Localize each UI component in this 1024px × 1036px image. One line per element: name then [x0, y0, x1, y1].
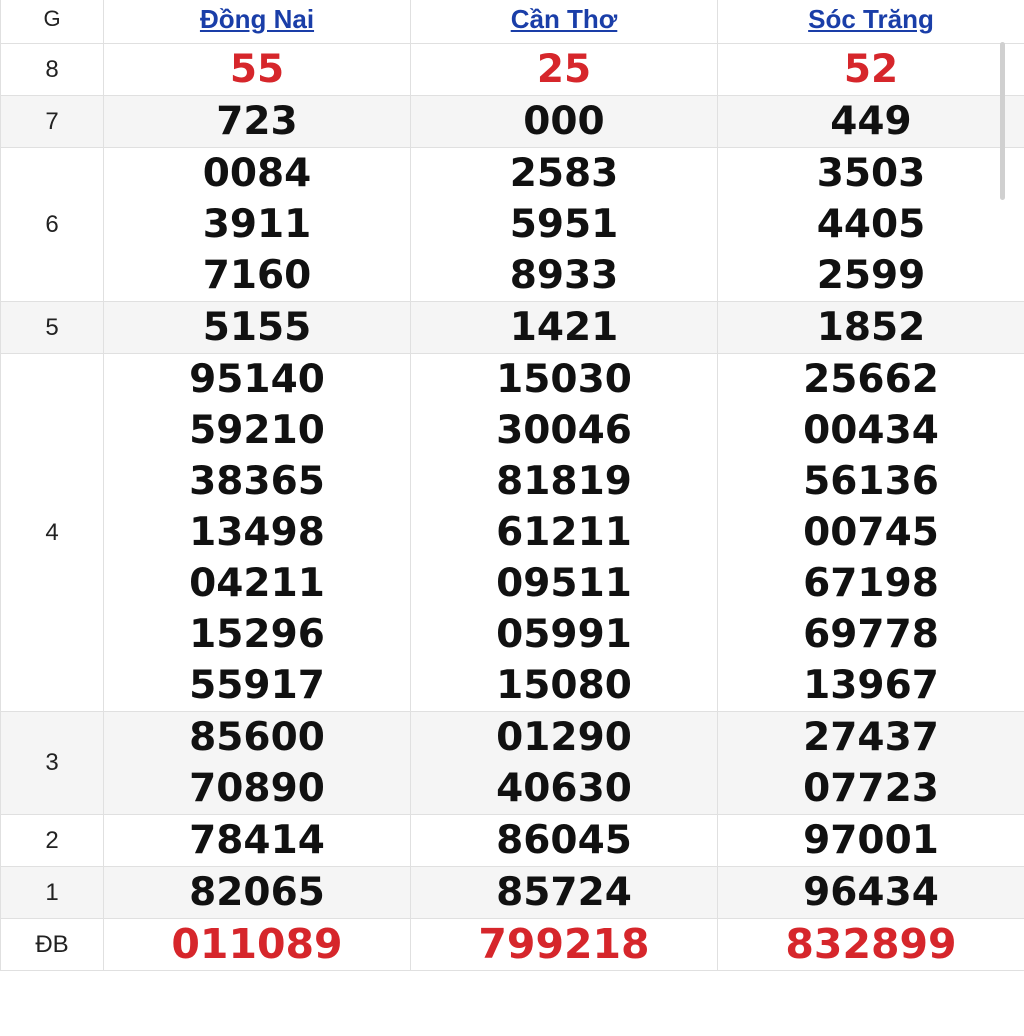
result-cell-soc-trang	[718, 867, 1024, 919]
result-cell-soc-trang	[718, 919, 1024, 971]
result-cell-can-tho	[411, 354, 718, 712]
result-number: 723	[216, 99, 298, 144]
result-number: 00745	[803, 510, 939, 555]
result-number: 96434	[803, 870, 939, 915]
result-number: 09511	[496, 561, 632, 606]
result-number: 78414	[189, 818, 325, 863]
result-number: 000	[523, 99, 605, 144]
prize-label: 6	[1, 148, 104, 302]
result-cell-can-tho	[411, 712, 718, 815]
prize-row-2	[1, 815, 1024, 867]
prize-label: 2	[1, 815, 104, 867]
result-cell-dong-nai	[104, 96, 411, 148]
result-cell-dong-nai	[104, 302, 411, 354]
vertical-scrollbar[interactable]	[1000, 42, 1005, 200]
province-link-soc-trang[interactable]: Sóc Trăng	[808, 3, 934, 34]
result-cell-soc-trang	[718, 96, 1024, 148]
result-cell-soc-trang	[718, 302, 1024, 354]
result-cell-can-tho	[411, 44, 718, 96]
prize-label: 3	[1, 712, 104, 815]
result-cell-dong-nai	[104, 44, 411, 96]
result-number: 3503	[816, 151, 926, 196]
result-cell-can-tho	[411, 96, 718, 148]
prize-row-4	[1, 354, 1024, 712]
result-cell-can-tho	[411, 867, 718, 919]
prize-label: 5	[1, 302, 104, 354]
result-number: 85600	[189, 715, 325, 760]
prize-row-special	[1, 919, 1024, 971]
result-number: 52	[843, 47, 899, 92]
result-number: 1421	[509, 305, 619, 350]
prize-row-3	[1, 712, 1024, 815]
result-number: 5155	[202, 305, 312, 350]
result-number: 13498	[189, 510, 325, 555]
result-number: 04211	[189, 561, 325, 606]
province-header-soc-trang	[718, 0, 1024, 44]
special-result-number: 011089	[171, 920, 343, 968]
result-number: 2583	[509, 151, 619, 196]
result-number: 5951	[509, 202, 619, 247]
result-cell-can-tho	[411, 148, 718, 302]
result-cell-dong-nai	[104, 919, 411, 971]
special-result-number: 799218	[478, 920, 650, 968]
result-number: 05991	[496, 612, 632, 657]
result-number: 95140	[189, 357, 325, 402]
result-number: 2599	[816, 253, 926, 298]
result-number: 69778	[803, 612, 939, 657]
province-header-can-tho	[411, 0, 718, 44]
result-number: 38365	[189, 459, 325, 504]
result-cell-dong-nai	[104, 867, 411, 919]
result-number: 25	[536, 47, 592, 92]
result-number: 97001	[803, 818, 939, 863]
result-number: 13967	[803, 663, 939, 708]
province-link-can-tho[interactable]: Cần Thơ	[510, 3, 618, 34]
result-cell-soc-trang	[718, 712, 1024, 815]
result-number: 27437	[803, 715, 939, 760]
result-cell-soc-trang	[718, 148, 1024, 302]
prize-row-7	[1, 96, 1024, 148]
result-cell-can-tho	[411, 815, 718, 867]
prize-label: 4	[1, 354, 104, 712]
result-number: 81819	[496, 459, 632, 504]
result-cell-dong-nai	[104, 354, 411, 712]
result-number: 0084	[202, 151, 312, 196]
result-cell-dong-nai	[104, 815, 411, 867]
result-number: 61211	[496, 510, 632, 555]
special-result-number: 832899	[785, 920, 957, 968]
result-number: 85724	[496, 870, 632, 915]
result-number: 15030	[496, 357, 632, 402]
result-number: 70890	[189, 766, 325, 811]
prize-column-header: G	[1, 0, 104, 44]
result-number: 00434	[803, 408, 939, 453]
header-row	[1, 0, 1024, 44]
result-number: 56136	[803, 459, 939, 504]
prize-row-1	[1, 867, 1024, 919]
result-number: 4405	[816, 202, 926, 247]
result-number: 15296	[189, 612, 325, 657]
result-number: 40630	[496, 766, 632, 811]
result-number: 15080	[496, 663, 632, 708]
result-number: 7160	[202, 253, 312, 298]
result-number: 82065	[189, 870, 325, 915]
result-number: 8933	[509, 253, 619, 298]
result-cell-can-tho	[411, 302, 718, 354]
province-header-dong-nai	[104, 0, 411, 44]
result-cell-soc-trang	[718, 354, 1024, 712]
result-cell-can-tho	[411, 919, 718, 971]
prize-label: 1	[1, 867, 104, 919]
prize-label: 8	[1, 44, 104, 96]
result-number: 67198	[803, 561, 939, 606]
result-cell-dong-nai	[104, 712, 411, 815]
prize-label: ĐB	[1, 919, 104, 971]
result-number: 1852	[816, 305, 926, 350]
result-number: 55	[229, 47, 285, 92]
prize-label: 7	[1, 96, 104, 148]
result-cell-soc-trang	[718, 815, 1024, 867]
result-number: 55917	[189, 663, 325, 708]
prize-row-6	[1, 148, 1024, 302]
province-link-dong-nai[interactable]: Đồng Nai	[199, 3, 315, 34]
result-number: 449	[830, 99, 912, 144]
result-number: 3911	[202, 202, 312, 247]
result-number: 30046	[496, 408, 632, 453]
result-number: 59210	[189, 408, 325, 453]
prize-row-8	[1, 44, 1024, 96]
result-number: 01290	[496, 715, 632, 760]
result-number: 25662	[803, 357, 939, 402]
prize-row-5	[1, 302, 1024, 354]
result-number: 86045	[496, 818, 632, 863]
result-cell-soc-trang	[718, 44, 1024, 96]
result-number: 07723	[803, 766, 939, 811]
result-cell-dong-nai	[104, 148, 411, 302]
